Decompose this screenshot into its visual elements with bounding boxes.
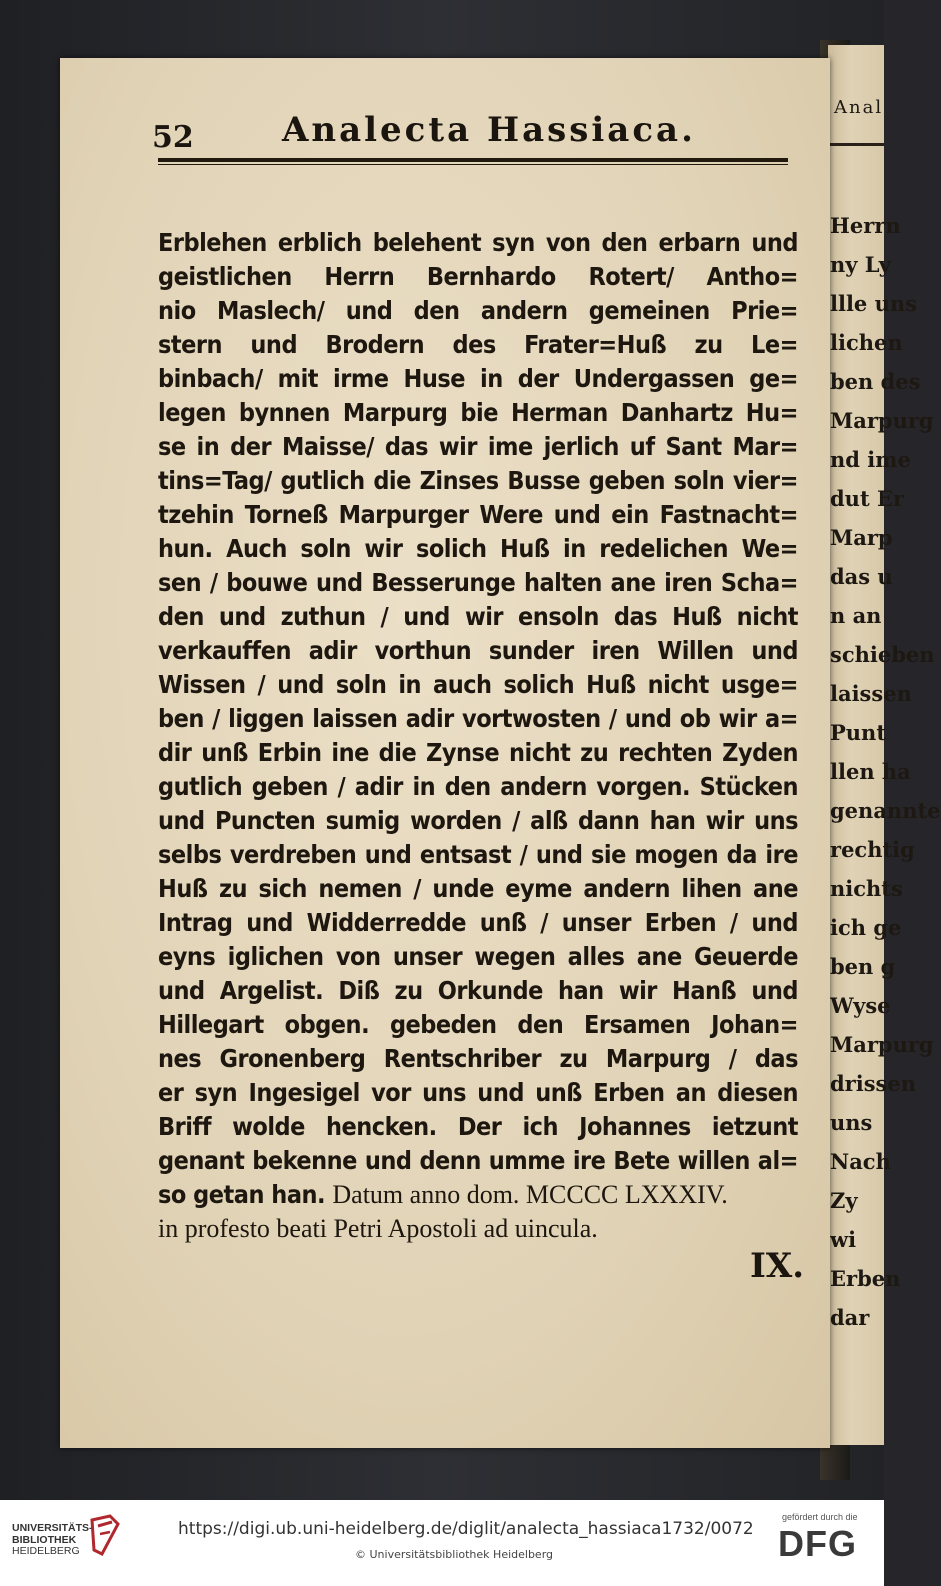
facing-text-fragment: drissen [830, 1071, 916, 1096]
facing-text-fragment: schieben [830, 642, 935, 667]
facing-text-fragment: rechtig [830, 837, 915, 862]
text-line: gutlich geben / adir in den andern vorgen. Stücken [158, 772, 798, 801]
university-logo-icon [88, 1514, 122, 1558]
header-rule [158, 158, 788, 162]
facing-text-fragment: Punt [830, 720, 887, 745]
text-line [158, 1178, 728, 1212]
text-line: Huß zu sich nemen / unde eyme andern lihen ane [158, 874, 798, 903]
viewer-footer [0, 1500, 884, 1586]
facing-text-fragment: Marp [830, 525, 893, 550]
facing-text-fragment: genannte [830, 798, 941, 823]
text-line: Intrag und Widderredde unß / unser Erben / und [158, 908, 798, 937]
text-line: geistlichen Herrn Bernhardo Rotert/ Antho= [158, 262, 798, 291]
facing-text-fragment: ben des [830, 369, 921, 394]
latin-date-clause: Datum anno dom. MCCCC LXXXIV. [332, 1180, 728, 1209]
institution-line-2: BIBLIOTHEK [12, 1533, 77, 1546]
facing-text-fragment: das u [830, 564, 893, 589]
institution-line-3: HEIDELBERG [12, 1545, 80, 1557]
text-line: tzehin Torneß Marpurger Were und ein Fastnacht= [158, 500, 798, 529]
facing-text-fragment: llen ha [830, 759, 911, 784]
facing-text-fragment: lichen [830, 330, 903, 355]
facing-text-fragment: Marpurg [830, 408, 934, 433]
text-line: dir unß Erbin ine die Zynse nicht zu rechten Zyden [158, 738, 798, 767]
header-rule-thin [158, 164, 788, 165]
facing-text-fragment: Marpurg [830, 1032, 934, 1057]
text-line: Erblehen erblich belehent syn von den erbarn und [158, 228, 798, 257]
facing-text-fragment: n an [830, 603, 882, 628]
facing-running-head: Anal [834, 97, 884, 118]
facing-text-fragment: ich ge [830, 915, 902, 940]
text-line: se in der Maisse/ das wir ime jerlich uf Sant Mar= [158, 432, 798, 461]
funder-caption: gefördert durch die [782, 1512, 858, 1522]
text-line: den und zuthun / und wir ensoln das Huß nicht [158, 602, 798, 631]
text-line: eyns iglichen von unser wegen alles ane Geuerde [158, 942, 798, 971]
facing-text-fragment: llle uns [830, 291, 917, 316]
facing-text-fragment: Herrn [830, 213, 901, 238]
facing-text-fragment: ny Ly [830, 252, 892, 277]
text-line: Hillegart obgen. gebeden den Ersamen Johan= [158, 1010, 798, 1039]
copyright-notice: © Universitätsbibliothek Heidelberg [355, 1548, 554, 1561]
facing-text-fragment: wi [830, 1227, 857, 1252]
facing-text-fragment: Wyse [830, 993, 891, 1018]
text-line: hun. Auch soln wir solich Huß in redelichen We= [158, 534, 798, 563]
text-line: er syn Ingesigel vor uns und unß Erben an diesen [158, 1078, 798, 1107]
facing-text-fragment: Erben [830, 1266, 901, 1291]
text-line: Briff wolde hencken. Der ich Johannes ietzunt [158, 1112, 798, 1141]
facing-text-fragment: Zy [830, 1188, 858, 1213]
facing-text-fragment: ben g [830, 954, 896, 979]
facing-text-fragment: uns [830, 1110, 873, 1135]
permalink-url[interactable]: https://digi.ub.uni-heidelberg.de/diglit/analecta_hassiaca1732/0072 [178, 1519, 754, 1539]
facing-text-fragment: nd ime [830, 447, 911, 472]
text-line: Wissen / und soln in auch solich Huß nicht usge= [158, 670, 798, 699]
institution-line-1: UNIVERSITÄTS- [12, 1522, 93, 1534]
facing-text-fragment: laissen [830, 681, 912, 706]
facing-text-fragment: Nach [830, 1149, 891, 1174]
text-line: ben / liggen laissen adir vortwosten / und ob wir a= [158, 704, 798, 733]
signature-mark: IX. [750, 1246, 805, 1286]
facing-text-fragment: dut Er [830, 486, 905, 511]
text-line: sen / bouwe und Besserunge halten ane iren Scha= [158, 568, 798, 597]
text-line: verkauffen adir vorthun sunder iren Willen und [158, 636, 798, 665]
text-line: tins=Tag/ gutlich die Zinses Busse geben soln vier= [158, 466, 798, 495]
running-head: Analecta Hassiaca. [282, 110, 696, 150]
dfg-logo: DFG [778, 1523, 857, 1564]
facing-text-fragment: dar [830, 1305, 870, 1330]
text-line: und Puncten sumig worden / alß dann han wir uns [158, 806, 798, 835]
latin-closing-line: in profesto beati Petri Apostoli ad uincula. [158, 1214, 598, 1243]
text-line: nes Gronenberg Rentschriber zu Marpurg / das [158, 1044, 798, 1073]
text-line: legen bynnen Marpurg bie Herman Danhartz Hu= [158, 398, 798, 427]
text-line: selbs verdreben und entsast / und sie mogen da ire [158, 840, 798, 869]
page-number: 52 [152, 120, 194, 155]
text-line: stern und Brodern des Frater=Huß zu Le= [158, 330, 798, 359]
facing-text-fragment: nichts [830, 876, 903, 901]
institution-name [12, 1523, 93, 1558]
text-line: und Argelist. Diß zu Orkunde han wir Hanß und [158, 976, 798, 1005]
facing-page [828, 45, 941, 1445]
text-line-segment: so getan han. [158, 1180, 326, 1209]
text-line: nio Maslech/ und den andern gemeinen Prie= [158, 296, 798, 325]
text-line: genant bekenne und denn umme ire Bete willen al= [158, 1146, 798, 1175]
text-line: binbach/ mit irme Huse in der Undergassen ge= [158, 364, 798, 393]
book-page [60, 58, 830, 1448]
facing-rule [828, 143, 884, 146]
